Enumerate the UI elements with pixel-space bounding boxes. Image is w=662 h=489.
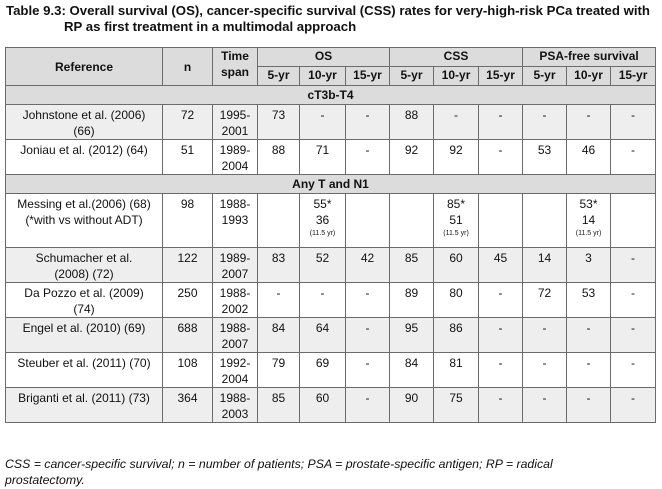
section-header-any-t-n1: Any T and N1 <box>6 175 656 194</box>
time-span-end: 2007 <box>221 267 249 281</box>
time-span-end: 2001 <box>221 124 249 138</box>
cell-css-15yr: - <box>479 283 523 318</box>
cell-css-15yr: - <box>479 105 523 140</box>
time-span-start: 1992- <box>219 356 251 370</box>
cell-css-10yr: 80 <box>434 283 479 318</box>
cell-css-10yr: 60 <box>434 248 479 283</box>
cell-time-span <box>213 248 258 283</box>
cell-os-15yr: - <box>346 318 390 353</box>
header-os: OS <box>258 48 390 67</box>
cell-os-10yr: 52 <box>300 248 346 283</box>
cell-psa-5yr: - <box>523 353 567 388</box>
cell-psa-10yr: - <box>567 353 611 388</box>
reference-line-1: Engel et al. (2010) (69) <box>22 321 146 335</box>
time-span-start: 1995- <box>219 108 251 122</box>
reference-line-1: Johnstone et al. (2006) <box>22 108 146 122</box>
cell-os-15yr: - <box>346 140 390 175</box>
row-reference <box>6 353 163 388</box>
cell-css-10yr: 86 <box>434 318 479 353</box>
cell-psa-5yr: - <box>523 388 567 423</box>
cell-css-10yr: 92 <box>434 140 479 175</box>
row-reference <box>6 105 163 140</box>
header-css: CSS <box>390 48 523 67</box>
reference-line-1: Schumacher et al. <box>35 251 133 265</box>
cell-psa-5yr: 53 <box>523 140 567 175</box>
cell-psa-5yr <box>523 194 567 248</box>
cell-os-15yr: - <box>346 105 390 140</box>
header-os-5yr: 5-yr <box>258 67 300 86</box>
value-with-adt: 53* <box>579 197 598 211</box>
cell-psa-10yr: - <box>567 318 611 353</box>
header-n: n <box>163 48 213 86</box>
cell-os-15yr: - <box>346 283 390 318</box>
cell-psa-10yr: 53 <box>567 283 611 318</box>
cell-os-5yr: 73 <box>258 105 300 140</box>
cell-psa-15yr: - <box>611 105 656 140</box>
survival-table <box>5 47 656 423</box>
cell-psa-10yr <box>567 194 611 248</box>
time-span-start: 1988- <box>219 286 251 300</box>
cell-psa-15yr: - <box>611 283 656 318</box>
cell-css-5yr: 92 <box>390 140 434 175</box>
reference-line-2: (74) <box>73 302 95 316</box>
cell-time-span <box>213 388 258 423</box>
cell-psa-10yr: 46 <box>567 140 611 175</box>
time-span-start: 1988- <box>219 321 251 335</box>
cell-os-10yr <box>300 194 346 248</box>
cell-os-15yr <box>346 194 390 248</box>
reference-line-2: (66) <box>73 124 95 138</box>
header-psa-free-survival: PSA-free survival <box>523 48 656 67</box>
cell-psa-15yr: - <box>611 140 656 175</box>
follow-up-note: (11.5 yr) <box>309 230 336 237</box>
cell-psa-15yr: - <box>611 248 656 283</box>
cell-os-5yr: - <box>258 283 300 318</box>
cell-time-span <box>213 283 258 318</box>
cell-psa-5yr: - <box>523 105 567 140</box>
header-psa-5yr: 5-yr <box>523 67 567 86</box>
footnote-line-2: prostatectomy. <box>5 473 85 487</box>
cell-time-span <box>213 105 258 140</box>
cell-time-span <box>213 140 258 175</box>
time-span-start: 1988- <box>219 391 251 405</box>
cell-n: 364 <box>163 388 213 423</box>
follow-up-note: (11.5 yr) <box>575 230 602 237</box>
cell-n: 688 <box>163 318 213 353</box>
cell-css-5yr: 84 <box>390 353 434 388</box>
cell-os-5yr: 88 <box>258 140 300 175</box>
cell-css-5yr: 89 <box>390 283 434 318</box>
cell-css-5yr: 90 <box>390 388 434 423</box>
cell-os-5yr: 79 <box>258 353 300 388</box>
cell-n: 250 <box>163 283 213 318</box>
cell-css-5yr: 88 <box>390 105 434 140</box>
cell-psa-15yr: - <box>611 318 656 353</box>
cell-css-10yr <box>434 194 479 248</box>
cell-time-span <box>213 353 258 388</box>
cell-os-15yr: 42 <box>346 248 390 283</box>
cell-css-15yr <box>479 194 523 248</box>
cell-n: 51 <box>163 140 213 175</box>
header-os-10yr: 10-yr <box>300 67 346 86</box>
cell-psa-10yr: - <box>567 105 611 140</box>
cell-n: 122 <box>163 248 213 283</box>
reference-line-2: (2008) (72) <box>54 267 114 281</box>
section-header-ct3b-t4: cT3b-T4 <box>6 86 656 105</box>
reference-line-1: Steuber et al. (2011) (70) <box>17 356 151 370</box>
row-reference <box>6 388 163 423</box>
reference-line-2: (*with vs without ADT) <box>25 213 143 227</box>
table-title-line-1: Table 9.3: Overall survival (OS), cancer-specific survival (CSS) rates for very-high-risk PCa treated with <box>6 3 650 18</box>
cell-os-10yr: 69 <box>300 353 346 388</box>
cell-os-10yr: 64 <box>300 318 346 353</box>
time-span-end: 2007 <box>221 337 249 351</box>
value-without-adt: 36 <box>315 213 330 227</box>
cell-css-5yr <box>390 194 434 248</box>
cell-psa-15yr: - <box>611 388 656 423</box>
cell-css-15yr: - <box>479 318 523 353</box>
header-css-15yr: 15-yr <box>479 67 523 86</box>
cell-psa-5yr: - <box>523 318 567 353</box>
cell-os-5yr <box>258 194 300 248</box>
footnote-line-1: CSS = cancer-specific survival; n = number of patients; PSA = prostate-specific antigen; RP = radical <box>5 457 553 471</box>
value-with-adt: 85* <box>447 197 466 211</box>
time-span-end: 2004 <box>221 372 249 386</box>
row-reference <box>6 194 163 248</box>
header-css-5yr: 5-yr <box>390 67 434 86</box>
cell-css-15yr: - <box>479 353 523 388</box>
header-psa-15yr: 15-yr <box>611 67 656 86</box>
time-span-end: 2004 <box>221 159 249 173</box>
cell-css-10yr: - <box>434 105 479 140</box>
time-span-end: 1993 <box>221 213 249 227</box>
cell-css-10yr: 81 <box>434 353 479 388</box>
row-reference <box>6 283 163 318</box>
cell-time-span <box>213 194 258 248</box>
header-reference: Reference <box>6 48 163 86</box>
time-span-start: 1989- <box>219 251 251 265</box>
table-title <box>6 3 656 35</box>
cell-os-15yr: - <box>346 353 390 388</box>
cell-css-15yr: - <box>479 140 523 175</box>
follow-up-note: (11.5 yr) <box>443 230 469 237</box>
cell-psa-15yr: - <box>611 353 656 388</box>
time-span-start: 1988- <box>219 197 251 211</box>
time-span-start: 1989- <box>219 143 251 157</box>
row-reference <box>6 140 163 175</box>
cell-css-15yr: 45 <box>479 248 523 283</box>
value-with-adt: 55* <box>313 197 332 211</box>
cell-os-5yr: 85 <box>258 388 300 423</box>
cell-psa-15yr <box>611 194 656 248</box>
row-reference <box>6 318 163 353</box>
header-css-10yr: 10-yr <box>434 67 479 86</box>
reference-line-1: Joniau et al. (2012) (64) <box>20 143 148 157</box>
time-span-end: 2003 <box>221 407 249 421</box>
cell-psa-5yr: 14 <box>523 248 567 283</box>
value-without-adt: 14 <box>581 213 596 227</box>
row-reference <box>6 248 163 283</box>
cell-os-10yr: 60 <box>300 388 346 423</box>
cell-os-10yr: - <box>300 105 346 140</box>
header-os-15yr: 15-yr <box>346 67 390 86</box>
cell-os-10yr: - <box>300 283 346 318</box>
cell-n: 108 <box>163 353 213 388</box>
header-time-span-line-2: span <box>220 65 249 79</box>
header-psa-10yr: 10-yr <box>567 67 611 86</box>
cell-os-15yr: - <box>346 388 390 423</box>
cell-psa-10yr: - <box>567 388 611 423</box>
header-time-span-line-1: Time <box>221 49 249 63</box>
reference-line-1: Briganti et al. (2011) (73) <box>18 391 150 405</box>
cell-n: 72 <box>163 105 213 140</box>
value-without-adt: 51 <box>449 213 463 227</box>
reference-line-1: Messing et al.(2006) (68) <box>17 197 151 211</box>
time-span-end: 2002 <box>221 302 249 316</box>
cell-psa-5yr: 72 <box>523 283 567 318</box>
cell-css-5yr: 85 <box>390 248 434 283</box>
cell-css-10yr: 75 <box>434 388 479 423</box>
cell-time-span <box>213 318 258 353</box>
cell-psa-10yr: 3 <box>567 248 611 283</box>
cell-css-15yr: - <box>479 388 523 423</box>
cell-css-5yr: 95 <box>390 318 434 353</box>
footnote <box>5 456 655 488</box>
header-time-span <box>213 48 258 86</box>
cell-os-10yr: 71 <box>300 140 346 175</box>
cell-n: 98 <box>163 194 213 248</box>
cell-os-5yr: 83 <box>258 248 300 283</box>
cell-os-5yr: 84 <box>258 318 300 353</box>
reference-line-1: Da Pozzo et al. (2009) <box>24 286 144 300</box>
table-title-line-2: RP as first treatment in a multimodal approach <box>64 19 357 34</box>
